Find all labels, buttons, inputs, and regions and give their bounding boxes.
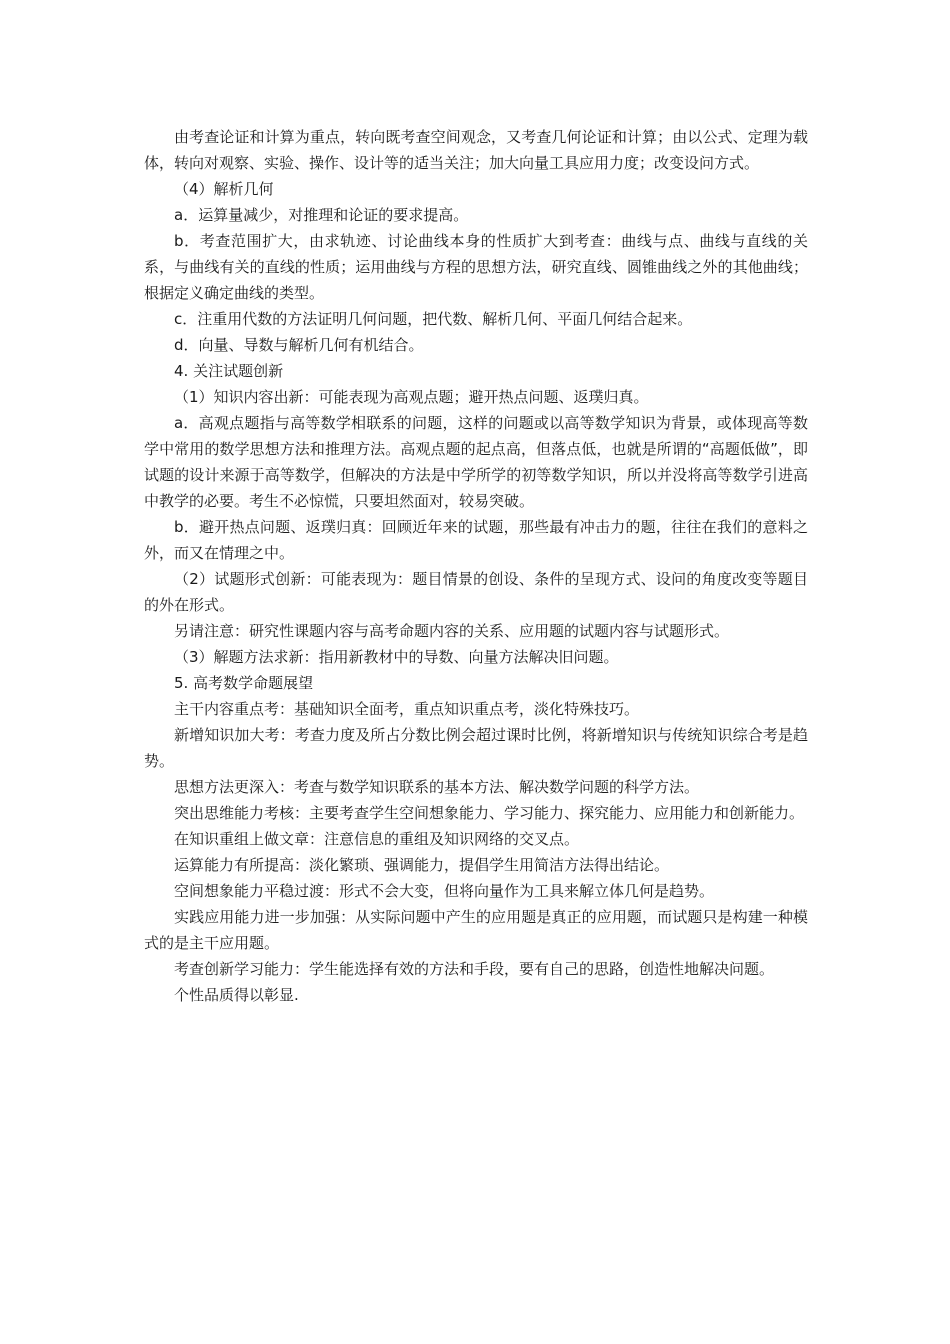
paragraph-avoid-hotspots: b．避开热点问题、返璞归真：回顾近年来的试题，那些最有冲击力的题，往往在我们的意料之外，而又在情理之中。 — [144, 518, 808, 562]
paragraph-knowledge-reorganize: 在知识重组上做文章：注意信息的重组及知识网络的交叉点。 — [174, 830, 580, 848]
paragraph-knowledge-innovation: （1）知识内容出新：可能表现为高观点题；避开热点问题、返璞归真。 — [174, 388, 649, 406]
paragraph-geometry-intro: 由考查论证和计算为重点，转向既考查空间观念，又考查几何论证和计算；由以公式、定理为载体，转向对观察、实验、操作、设计等的适当关注；加大向量工具应用力度；改变设问方式。 — [144, 128, 808, 172]
paragraph-high-viewpoint: a．高观点题指与高等数学相联系的问题，这样的问题或以高等数学知识为背景，或体现高等数学中常用的数学思想方法和推理方法。高观点题的起点高，但落点低，也就是所谓的“高题低做”，即试题的设计来源于高等数学，但解决的方法是中学所学的初等数学知识，所以并没将高等数学引进高中教学的必要。考生不必惊慌，只要坦然面对，较易突破。 — [144, 414, 808, 510]
paragraph-item-b: b．考查范围扩大，由求轨迹、讨论曲线本身的性质扩大到考查：曲线与点、曲线与直线的关系，与曲线有关的直线的性质；运用曲线与方程的思想方法，研究直线、圆锥曲线之外的其他曲线；根据定义确定曲线的类型。 — [144, 232, 808, 302]
paragraph-new-knowledge: 新增知识加大考：考查力度及所占分数比例会超过课时比例，将新增知识与传统知识综合考是趋势。 — [144, 726, 808, 770]
paragraph-thinking-methods: 思想方法更深入：考查与数学知识联系的基本方法、解决数学问题的科学方法。 — [174, 778, 700, 796]
paragraph-creativity: 考查创新学习能力：学生能选择有效的方法和手段，要有自己的思路，创造性地解决问题。 — [174, 960, 775, 978]
paragraph-form-innovation: （2）试题形式创新：可能表现为：题目情景的创设、条件的呈现方式、设问的角度改变等题目的外在形式。 — [144, 570, 808, 614]
paragraph-practice: 实践应用能力进一步加强：从实际问题中产生的应用题是真正的应用题，而试题只是构建一种模式的是主干应用题。 — [144, 908, 808, 952]
paragraph-personality: 个性品质得以彰显. — [174, 986, 299, 1004]
heading-analytic-geometry: （4）解析几何 — [174, 180, 274, 198]
paragraph-main-content: 主干内容重点考：基础知识全面考，重点知识重点考，淡化特殊技巧。 — [174, 700, 640, 718]
document-body — [144, 124, 808, 1008]
paragraph-thinking-ability: 突出思维能力考核：主要考查学生空间想象能力、学习能力、探究能力、应用能力和创新能力。 — [174, 804, 805, 822]
paragraph-spatial: 空间想象能力平稳过渡：形式不会大变，但将向量作为工具来解立体几何是趋势。 — [174, 882, 715, 900]
paragraph-item-c: c．注重用代数的方法证明几何问题，把代数、解析几何、平面几何结合起来。 — [174, 310, 693, 328]
heading-outlook: 5. 高考数学命题展望 — [174, 674, 314, 692]
paragraph-item-a: a．运算量减少，对推理和论证的要求提高。 — [174, 206, 469, 224]
paragraph-item-d: d．向量、导数与解析几何有机结合。 — [174, 336, 424, 354]
heading-innovation: 4. 关注试题创新 — [174, 362, 284, 380]
paragraph-method-innovation: （3）解题方法求新：指用新教材中的导数、向量方法解决旧问题。 — [174, 648, 619, 666]
paragraph-note: 另请注意：研究性课题内容与高考命题内容的关系、应用题的试题内容与试题形式。 — [174, 622, 730, 640]
paragraph-computation: 运算能力有所提高：淡化繁琐、强调能力，提倡学生用简洁方法得出结论。 — [174, 856, 670, 874]
